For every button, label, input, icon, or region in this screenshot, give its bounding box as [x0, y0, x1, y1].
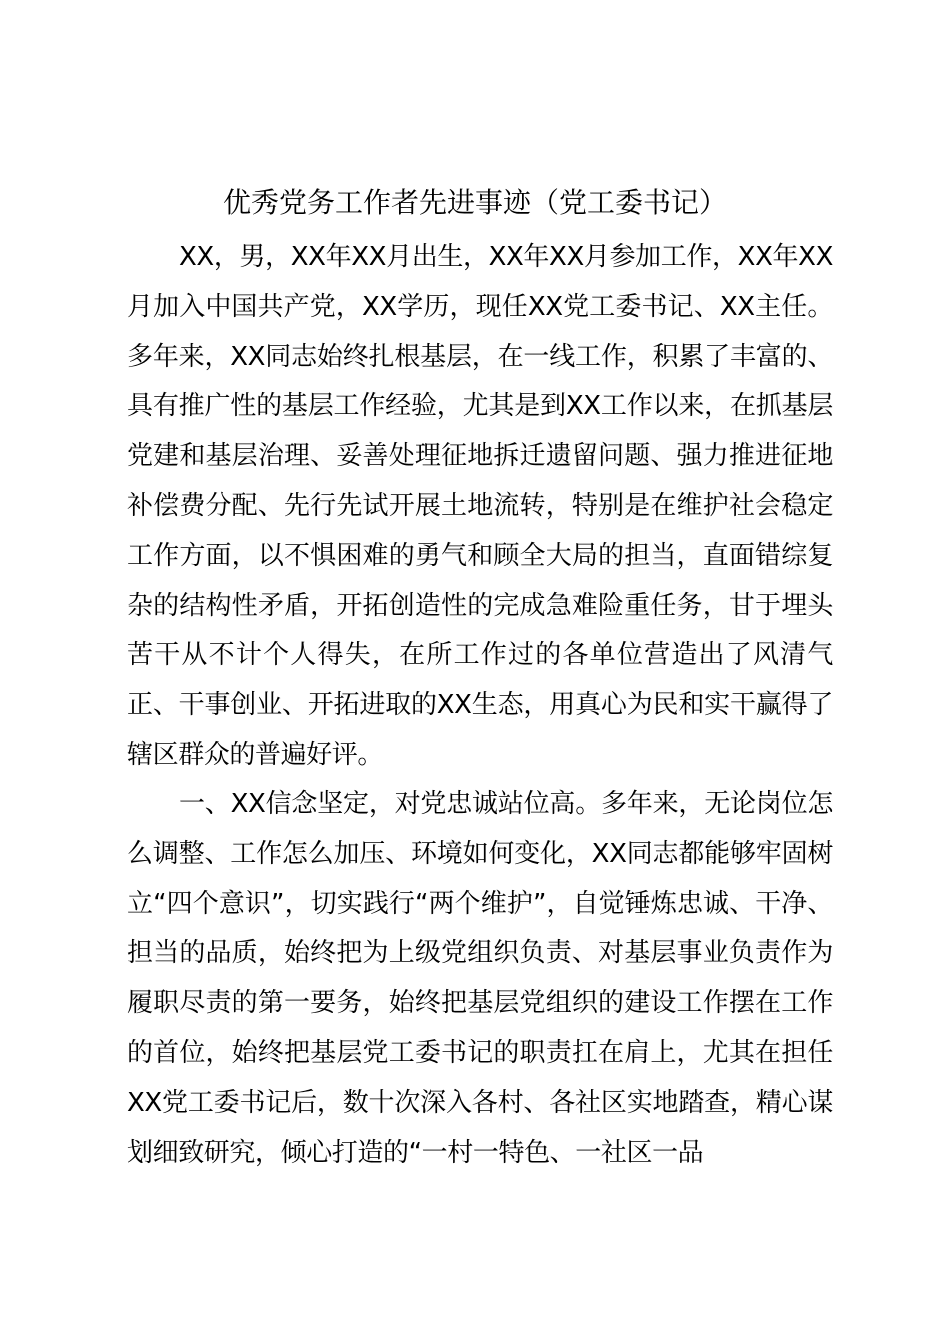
document-title: 优秀党务工作者先进事迹（党工委书记）: [222, 186, 727, 219]
paragraph-section-one: 一、XX信念坚定，对党忠诚站位高。多年来，无论岗位怎么调整、工作怎么加压、环境如何变化，XX同志都能够牢固树立“四个意识”，切实践行“两个维护”，自觉锤炼忠诚、干净、担当的品质，始终把为上级党组织负责、对基层事业负责作为履职尽责的第一要务，始终把基层党组织的建设工作摆在工作的首位，始终把基层党工委书记的职责扛在肩上，尤其在担任XX党工委书记后，数十次深入各村、各社区实地踏查，精心谋划细致研究，倾心打造的“一村一特色、一社区一品: [127, 789, 833, 1168]
paragraph-intro: XX，男，XX年XX月出生，XX年XX月参加工作，XX年XX月加入中国共产党，XX学历，现任XX党工委书记、XX主任。多年来，XX同志始终扎根基层，在一线工作，积累了丰富的、具有推广性的基层工作经验，尤其是到XX工作以来，在抓基层党建和基层治理、妥善处理征地拆迁遗留问题、强力推进征地补偿费分配、先行先试开展土地流转，特别是在维护社会稳定工作方面，以不惧困难的勇气和顾全大局的担当，直面错综复杂的结构性矛盾，开拓创造性的完成急难险重任务，甘于埋头苦干从不计个人得失，在所工作过的各单位营造出了风清气正、干事创业、开拓进取的XX生态，用真心为民和实干赢得了辖区群众的普遍好评。: [127, 242, 833, 770]
